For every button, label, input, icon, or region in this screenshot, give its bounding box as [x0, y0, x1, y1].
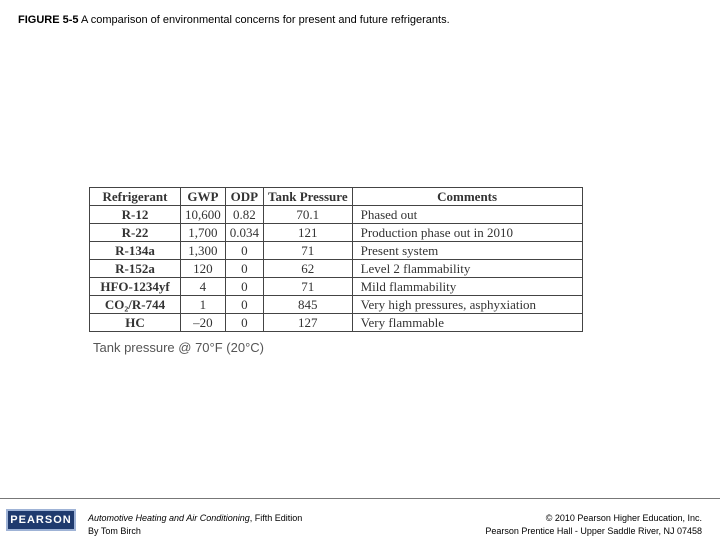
cell-refrigerant: HC [90, 314, 181, 332]
cell-gwp: 1 [181, 296, 226, 314]
footer-copyright [485, 512, 702, 538]
cell-refrigerant: HFO-1234yf [90, 278, 181, 296]
cell-tank-pressure: 121 [264, 224, 353, 242]
cell-odp: 0 [225, 260, 263, 278]
cell-gwp: 1,700 [181, 224, 226, 242]
tank-pressure-note: Tank pressure @ 70°F (20°C) [93, 340, 264, 355]
header-tank-pressure: Tank Pressure [264, 188, 353, 206]
cell-comments: Level 2 flammability [352, 260, 582, 278]
cell-refrigerant: R-12 [90, 206, 181, 224]
table-row [90, 206, 583, 224]
cell-odp: 0.034 [225, 224, 263, 242]
header-gwp: GWP [181, 188, 226, 206]
figure-caption-text: A comparison of environmental concerns for present and future refrigerants. [78, 14, 450, 26]
table-header-row [90, 188, 583, 206]
pearson-logo: PEARSON [6, 509, 76, 531]
figure-label: FIGURE 5-5 [18, 14, 79, 26]
cell-tank-pressure: 70.1 [264, 206, 353, 224]
cell-tank-pressure: 62 [264, 260, 353, 278]
cell-refrigerant: R-134a [90, 242, 181, 260]
cell-gwp: 120 [181, 260, 226, 278]
cell-tank-pressure: 71 [264, 278, 353, 296]
refrigerant-table [89, 187, 583, 332]
cell-comments: Present system [352, 242, 582, 260]
copyright-line: © 2010 Pearson Higher Education, Inc. [545, 513, 702, 523]
table-row [90, 224, 583, 242]
cell-comments: Very high pressures, asphyxiation [352, 296, 582, 314]
cell-tank-pressure: 127 [264, 314, 353, 332]
publisher-line: Pearson Prentice Hall - Upper Saddle River, NJ 07458 [485, 526, 702, 536]
footer-book-info [88, 512, 302, 538]
cell-comments: Phased out [352, 206, 582, 224]
header-odp: ODP [225, 188, 263, 206]
cell-odp: 0 [225, 242, 263, 260]
cell-odp: 0.82 [225, 206, 263, 224]
cell-odp: 0 [225, 314, 263, 332]
book-author: By Tom Birch [88, 526, 141, 536]
cell-comments: Production phase out in 2010 [352, 224, 582, 242]
table-row [90, 242, 583, 260]
cell-refrigerant: R-152a [90, 260, 181, 278]
figure-caption [18, 14, 450, 26]
header-comments: Comments [352, 188, 582, 206]
cell-gwp: 10,600 [181, 206, 226, 224]
cell-gwp: –20 [181, 314, 226, 332]
slide-footer [0, 498, 720, 541]
cell-refrigerant: CO₂/R-744 [90, 296, 181, 314]
cell-gwp: 1,300 [181, 242, 226, 260]
cell-comments: Mild flammability [352, 278, 582, 296]
book-edition: , Fifth Edition [249, 513, 303, 523]
header-refrigerant: Refrigerant [90, 188, 181, 206]
table-row [90, 314, 583, 332]
table-row [90, 278, 583, 296]
cell-refrigerant: R-22 [90, 224, 181, 242]
cell-odp: 0 [225, 296, 263, 314]
cell-tank-pressure: 71 [264, 242, 353, 260]
cell-tank-pressure: 845 [264, 296, 353, 314]
refrigerant-table-container [89, 187, 583, 332]
table-row [90, 296, 583, 314]
book-title: Automotive Heating and Air Conditioning [88, 513, 250, 523]
table-row [90, 260, 583, 278]
cell-gwp: 4 [181, 278, 226, 296]
cell-comments: Very flammable [352, 314, 582, 332]
cell-odp: 0 [225, 278, 263, 296]
